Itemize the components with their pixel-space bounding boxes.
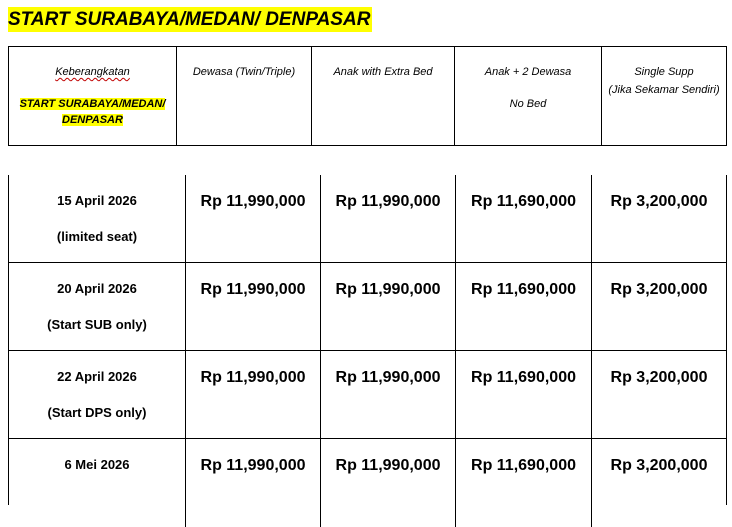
child-no-bed-price-cell <box>456 439 592 527</box>
child-no-bed-price-cell <box>456 351 592 438</box>
single-supp-note: (Jika Sekamar Sendiri) <box>608 84 720 96</box>
child-no-bed-price: Rp 11,690,000 <box>471 369 576 386</box>
single-supp-price-cell <box>592 263 726 350</box>
departure-date: 20 April 2026 <box>57 281 137 296</box>
header-single-supp <box>602 47 726 145</box>
departure-date: 22 April 2026 <box>57 369 137 384</box>
departure-note: (limited seat) <box>56 229 138 244</box>
child-extra-bed-price-cell <box>321 439 456 527</box>
departure-route: START SURABAYA/MEDAN/ DENPASAR <box>19 98 166 126</box>
adult-price: Rp 11,990,000 <box>200 281 306 298</box>
header-child-extra-bed <box>312 47 455 145</box>
no-bed-label: No Bed <box>509 98 547 110</box>
child-two-adults-label: Anak + 2 Dewasa <box>484 66 572 78</box>
adult-price: Rp 11,990,000 <box>200 457 306 474</box>
child-no-bed-price-cell <box>456 175 592 262</box>
single-supp-price-cell <box>592 351 726 438</box>
departure-note: (Start DPS only) <box>47 405 147 420</box>
child-extra-bed-price-cell <box>321 175 456 262</box>
table-row <box>9 439 726 527</box>
adult-price-cell <box>186 175 321 262</box>
single-supp-label: Single Supp <box>634 66 694 78</box>
single-supp-price-cell <box>592 439 726 527</box>
child-extra-bed-price-cell <box>321 263 456 350</box>
date-cell <box>9 439 186 527</box>
child-no-bed-price: Rp 11,690,000 <box>471 457 576 474</box>
child-extra-bed-label: Anak with Extra Bed <box>333 66 433 78</box>
single-supp-price-cell <box>592 175 726 262</box>
adult-price-cell <box>186 263 321 350</box>
child-extra-bed-price-cell <box>321 351 456 438</box>
price-table-header <box>8 46 727 146</box>
adult-price-cell <box>186 439 321 527</box>
date-cell <box>9 263 186 350</box>
adult-price-cell <box>186 351 321 438</box>
departure-note: (Start SUB only) <box>47 317 147 332</box>
child-extra-bed-price: Rp 11,990,000 <box>335 369 441 386</box>
departure-date: 6 Mei 2026 <box>64 457 130 472</box>
child-extra-bed-price: Rp 11,990,000 <box>335 457 441 474</box>
date-cell <box>9 351 186 438</box>
single-supp-price: Rp 3,200,000 <box>610 369 708 386</box>
child-extra-bed-price: Rp 11,990,000 <box>335 281 441 298</box>
child-no-bed-price: Rp 11,690,000 <box>471 193 576 210</box>
adult-label: Dewasa (Twin/Triple) <box>192 66 296 78</box>
page-title: START SURABAYA/MEDAN/ DENPASAR <box>8 9 371 30</box>
child-no-bed-price-cell <box>456 263 592 350</box>
adult-price: Rp 11,990,000 <box>200 193 306 210</box>
table-row <box>9 263 726 351</box>
departure-label: Keberangkatan <box>55 66 130 78</box>
adult-price: Rp 11,990,000 <box>200 369 306 386</box>
single-supp-price: Rp 3,200,000 <box>610 193 708 210</box>
table-row <box>9 351 726 439</box>
child-no-bed-price: Rp 11,690,000 <box>471 281 576 298</box>
departure-date: 15 April 2026 <box>57 193 137 208</box>
header-child-no-bed <box>455 47 602 145</box>
single-supp-price: Rp 3,200,000 <box>610 457 708 474</box>
single-supp-price: Rp 3,200,000 <box>610 281 708 298</box>
header-adult <box>177 47 312 145</box>
date-cell <box>9 175 186 262</box>
table-row <box>9 175 726 263</box>
price-table-body <box>8 175 727 505</box>
header-departure <box>9 47 177 145</box>
child-extra-bed-price: Rp 11,990,000 <box>335 193 441 210</box>
